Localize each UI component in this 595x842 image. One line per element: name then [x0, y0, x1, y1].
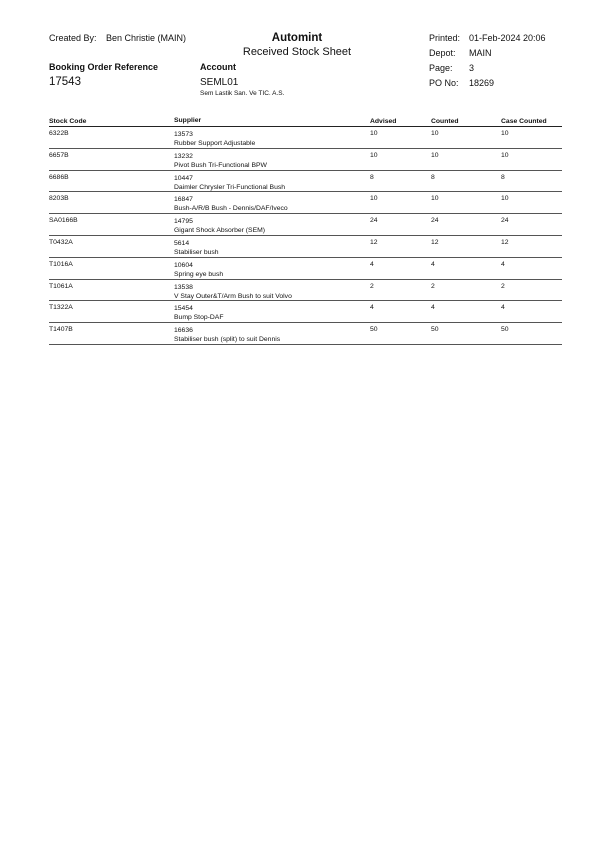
- case-counted-qty: 12: [501, 238, 509, 246]
- booking-ref-label: Booking Order Reference: [49, 62, 159, 72]
- advised-qty: 10: [370, 195, 378, 203]
- table-row: [49, 301, 562, 323]
- page-number: 3: [469, 63, 475, 73]
- supplier-description: Spring eye bush: [174, 270, 224, 278]
- case-counted-qty: 4: [501, 304, 505, 312]
- table-row: [49, 214, 562, 236]
- stock-code: T1061A: [49, 282, 73, 290]
- supplier-cell: [174, 239, 370, 257]
- supplier-description: Stabiliser bush: [174, 248, 219, 256]
- stock-code: 6657B: [49, 151, 69, 159]
- stock-code: 6322B: [49, 130, 69, 137]
- page-label: Page:: [429, 63, 453, 73]
- case-counted-qty: 10: [501, 195, 509, 203]
- stock-table: [49, 113, 562, 345]
- stock-code: T0432A: [49, 238, 73, 246]
- supplier-description: Rubber Support Adjustable: [174, 140, 256, 147]
- stock-code: T1016A: [49, 260, 73, 268]
- counted-qty: 12: [431, 238, 439, 246]
- advised-qty: 10: [370, 130, 378, 137]
- stock-code: 6686B: [49, 173, 69, 181]
- advised-qty: 2: [370, 282, 374, 290]
- stock-code: T1407B: [49, 326, 73, 334]
- advised-qty: 8: [370, 173, 374, 181]
- counted-qty: 10: [431, 130, 439, 137]
- supplier-description: Pivot Bush Tri-Functional BPW: [174, 161, 267, 169]
- supplier-cell: [174, 217, 370, 235]
- supplier-number: 15454: [174, 305, 193, 313]
- case-counted-qty: 4: [501, 260, 505, 268]
- counted-qty: 50: [431, 326, 439, 334]
- stock-code: SA0166B: [49, 217, 78, 225]
- account-code: SEML01: [200, 77, 239, 88]
- counted-qty: 8: [431, 173, 435, 181]
- po-label: PO No:: [429, 78, 459, 88]
- stock-code: 8203B: [49, 195, 69, 203]
- counted-qty: 10: [431, 195, 439, 203]
- col-supplier: Supplier: [174, 117, 202, 124]
- counted-qty: 10: [431, 151, 439, 159]
- case-counted-qty: 24: [501, 217, 509, 225]
- supplier-number: 10447: [174, 174, 193, 182]
- advised-qty: 4: [370, 304, 374, 312]
- case-counted-qty: 10: [501, 130, 509, 137]
- supplier-number: 13573: [174, 131, 193, 138]
- supplier-cell: [174, 195, 370, 213]
- company-name: Automint: [271, 32, 323, 44]
- supplier-description: V Stay Outer&T/Arm Bush to suit Volvo: [174, 292, 292, 300]
- advised-qty: 12: [370, 238, 378, 246]
- supplier-number: 14795: [174, 218, 193, 226]
- depot-value: MAIN: [469, 48, 492, 58]
- col-case-counted: Case Counted: [501, 118, 547, 125]
- table-row: [49, 323, 562, 345]
- counted-qty: 2: [431, 282, 435, 290]
- supplier-cell: [174, 326, 370, 344]
- created-by-value: Ben Christie (MAIN): [106, 33, 187, 43]
- supplier-cell: [174, 130, 370, 148]
- supplier-number: 13232: [174, 152, 193, 160]
- depot-label: Depot:: [429, 48, 456, 58]
- supplier-number: 13538: [174, 283, 193, 291]
- case-counted-qty: 8: [501, 173, 505, 181]
- supplier-description: Daimler Chrysler Tri-Functional Bush: [174, 183, 286, 191]
- case-counted-qty: 50: [501, 326, 509, 334]
- supplier-cell: [174, 174, 370, 192]
- po-number: 18269: [469, 78, 495, 88]
- advised-qty: 50: [370, 326, 378, 334]
- col-advised: Advised: [370, 118, 397, 125]
- printed-label: Printed:: [429, 33, 461, 43]
- table-row: [49, 127, 562, 149]
- counted-qty: 24: [431, 217, 439, 225]
- supplier-cell: [174, 261, 370, 279]
- printed-value: 01-Feb-2024 20:06: [469, 33, 546, 43]
- counted-qty: 4: [431, 304, 435, 312]
- case-counted-qty: 10: [501, 151, 509, 159]
- stock-code: T1322A: [49, 304, 73, 312]
- table-header: [49, 113, 562, 127]
- counted-qty: 4: [431, 260, 435, 268]
- supplier-description: Bush-A/R/B Bush - Dennis/DAF/Iveco: [174, 205, 288, 213]
- table-row: [49, 280, 562, 302]
- page-title: Received Stock Sheet: [242, 46, 352, 58]
- case-counted-qty: 2: [501, 282, 505, 290]
- table-row: [49, 149, 562, 171]
- table-row: [49, 171, 562, 193]
- table-row: [49, 192, 562, 214]
- supplier-number: 10604: [174, 261, 193, 269]
- supplier-cell: [174, 304, 370, 322]
- supplier-number: 16847: [174, 196, 193, 204]
- col-stock-code: Stock Code: [49, 118, 87, 125]
- account-name: Sem Lastik San. Ve TIC. A.S.: [200, 90, 285, 97]
- advised-qty: 10: [370, 151, 378, 159]
- advised-qty: 24: [370, 217, 378, 225]
- table-row: [49, 258, 562, 280]
- supplier-number: 16636: [174, 327, 193, 335]
- supplier-number: 5614: [174, 239, 190, 247]
- supplier-cell: [174, 283, 370, 301]
- advised-qty: 4: [370, 260, 374, 268]
- supplier-description: Stabiliser bush (split) to suit Dennis: [174, 336, 281, 344]
- table-row: [49, 236, 562, 258]
- booking-ref-value: 17543: [49, 76, 81, 88]
- created-by-label: Created By:: [49, 33, 97, 43]
- supplier-description: Gigant Shock Absorber (SEM): [174, 227, 266, 235]
- supplier-description: Bump Stop-DAF: [174, 314, 224, 322]
- supplier-cell: [174, 152, 370, 170]
- col-counted: Counted: [431, 118, 459, 125]
- account-label: Account: [200, 62, 236, 72]
